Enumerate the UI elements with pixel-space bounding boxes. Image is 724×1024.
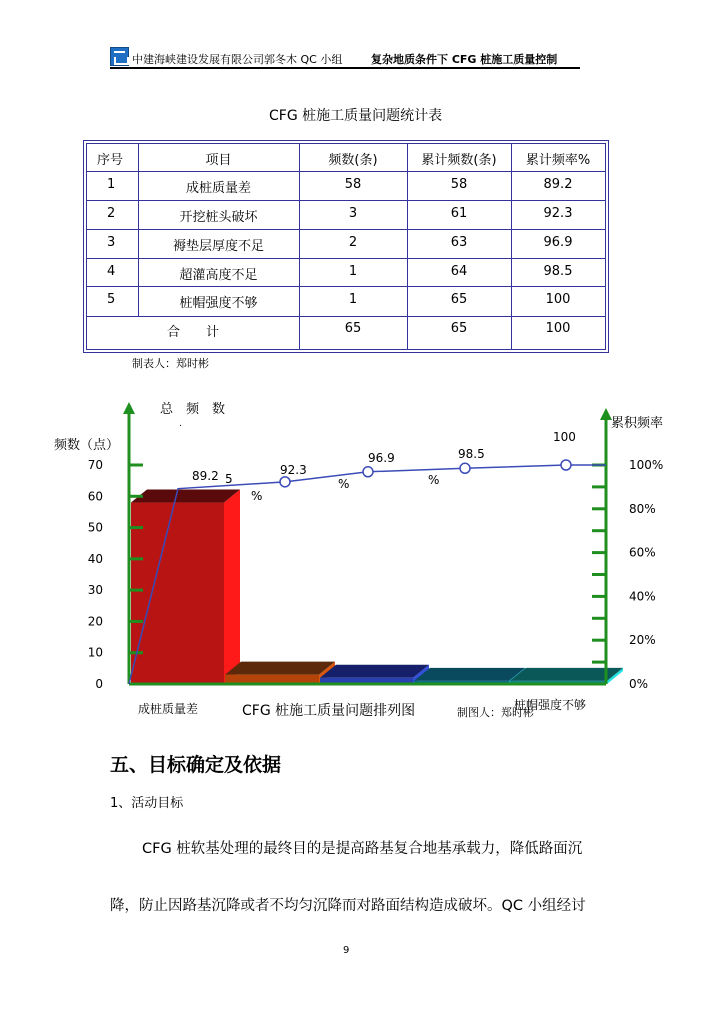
pareto-chart [0,390,724,730]
left-tick-label: 70 [87,458,103,472]
table-cell-cumfreq: 98.5 [543,264,573,279]
table-cell-cumfreq: 89.2 [543,177,573,192]
table-cell-item: 褥垫层厚度不足 [172,239,264,254]
table-row-line [87,200,605,201]
x-category-label: 成桩质量差 [138,702,199,716]
cumulative-point [460,463,470,473]
table-cell-count: 2 [348,235,358,250]
table-cell-cumcount: 63 [450,235,468,250]
table-total-count: 65 [344,321,362,336]
table-total-cumcount: 65 [450,321,468,336]
table-row-line [87,229,605,230]
cumulative-point [363,467,373,477]
left-tick-label: 10 [87,645,103,660]
paragraph-line-2: 降，防止因路基沉降或者不均匀沉降而对路面结构造成破坏。QC 小组经讨 [110,898,586,914]
table-cell-index: 2 [107,206,116,221]
cumulative-point-label: 96.9 [368,451,395,465]
subsection-title: 1、活动目标 [110,796,184,811]
bar-top [225,662,335,675]
left-axis-title: 频数（点） [54,438,120,453]
company-logo-icon [110,47,129,66]
table-cell-index: 3 [107,235,116,250]
right-tick-label: 100% [629,458,664,472]
table-cell-cumcount: 58 [450,177,468,192]
paragraph-line-1: CFG 桩软基处理的最终目的是提高路基复合地基承载力，降低路面沉 [142,841,583,857]
table-cell-item: 超灌高度不足 [179,268,258,283]
x-category-label: 桩帽强度不够 [514,698,587,712]
right-tick-label: 60% [629,545,656,560]
table-total-label: 合 计 [166,325,219,340]
bar-top [131,490,240,503]
cumulative-point-label: 89.2 [192,469,219,483]
left-tick-label: 40 [87,551,103,566]
right-tick-label: 0% [629,677,649,691]
bar-top [414,668,525,681]
table-title: CFG 桩施工质量问题统计表 [269,108,443,124]
left-tick-label: 60 [87,489,103,504]
table-total-cumfreq: 100 [545,321,571,336]
table-row-line [87,286,605,287]
left-tick-label: 0 [95,677,103,691]
table-cell-item: 桩帽强度不够 [179,296,258,311]
table-cell-index: 4 [107,264,116,279]
bar-top [320,665,429,678]
stray-label: % [428,473,440,487]
table-header-cell: 序号 [97,153,124,168]
table-cell-item: 成桩质量差 [185,181,251,196]
table-header-cell: 频数(条) [328,153,378,168]
header-company: 中建海峡建设发展有限公司郭冬木 QC 小组 [132,53,343,66]
section-title: 五、目标确定及依据 [110,754,282,776]
cumulative-point-label: 100 [553,430,576,444]
table-cell-item: 开挖桩头破坏 [179,210,258,225]
table-cell-count: 3 [348,206,358,221]
table-header-cell: 累计频率% [525,153,591,168]
chart-title: CFG 桩施工质量问题排列图 [242,703,416,719]
table-cell-cumcount: 65 [450,292,468,307]
table-cell-cumfreq: 92.3 [543,206,573,221]
bar-side [224,490,240,684]
table-row-line [87,316,605,317]
stray-label: % [338,477,350,491]
table-header-cell: 累计频数(条) [421,153,497,168]
cumulative-point [561,460,571,470]
cumulative-point [280,477,290,487]
table-maker: 制表人：郑时彬 [132,357,209,370]
right-tick-label: 40% [629,589,656,604]
header-project: 复杂地质条件下 CFG 桩施工质量控制 [371,53,558,66]
stray-label: 5 [225,472,233,486]
left-tick-label: 50 [87,520,103,535]
stray-label: % [251,489,263,503]
left-tick-label: 20 [87,614,103,629]
table-row-line [87,258,605,259]
bar [131,503,224,684]
table-cell-count: 1 [348,292,358,307]
chart-top-label: 总 频 数 [160,402,226,417]
table-row-line [87,171,605,172]
page-number: 9 [343,945,350,956]
chart-maker: 制图人：郑时彬 [457,706,534,719]
table-header-cell: 项目 [205,153,232,168]
table-cell-cumcount: 64 [450,264,468,279]
right-tick-label: 20% [629,633,656,648]
table-col-line [138,144,139,316]
table-cell-index: 5 [107,292,116,307]
table-cell-cumfreq: 96.9 [543,235,573,250]
table-cell-index: 1 [107,177,116,192]
left-tick-label: 30 [87,583,103,598]
cumulative-point-label: 98.5 [458,447,485,461]
table-cell-cumfreq: 100 [545,292,571,307]
table-cell-count: 1 [348,264,358,279]
table-cell-count: 58 [344,177,362,192]
chart-top-dot: . [179,419,182,429]
table-cell-cumcount: 61 [450,206,468,221]
cumulative-point-label: 92.3 [280,463,307,477]
right-axis-title: 累积频率 [611,416,664,431]
right-tick-label: 80% [629,501,656,516]
left-axis-arrow-icon [123,402,135,414]
header-rule [110,67,580,69]
